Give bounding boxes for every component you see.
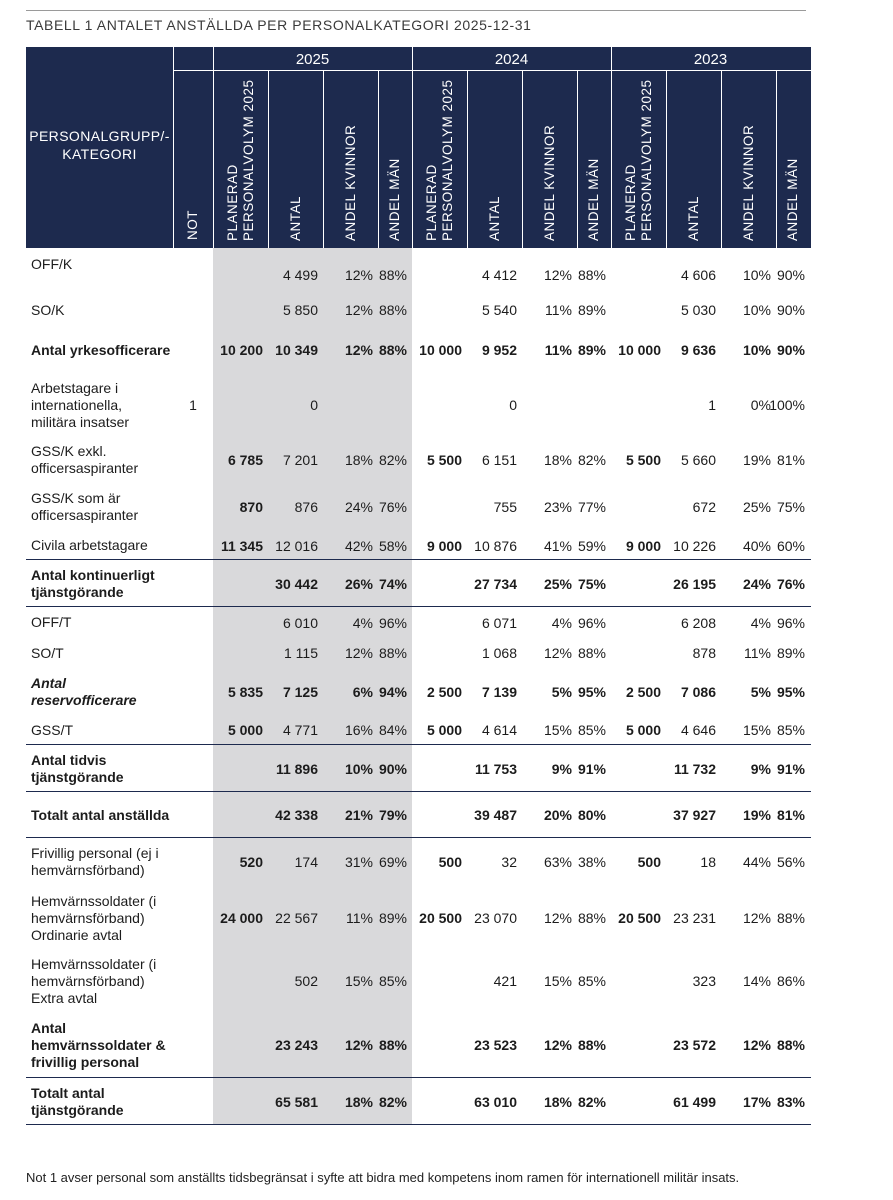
table-cell: 41% <box>543 538 572 554</box>
table-cell: 7 086 <box>680 684 716 700</box>
table-cell: 15% <box>543 722 572 738</box>
header-planerad-personalvolym-2023: PLANERAD PERSONALVOLYM 2025 <box>623 79 654 241</box>
table-cell: 15% <box>344 973 373 989</box>
row-divider <box>26 606 811 607</box>
row-label: Antal tidvis tjänstgörande <box>31 752 124 785</box>
table-cell: 23 070 <box>474 910 517 926</box>
header-divider <box>776 70 777 248</box>
table-cell: 6% <box>352 684 373 700</box>
table-cell: 10% <box>742 267 771 283</box>
table-cell: 421 <box>493 973 517 989</box>
table-cell: 11 345 <box>220 538 263 554</box>
table-cell: 88% <box>378 342 407 358</box>
table-cell: 5 500 <box>625 452 661 468</box>
table-cell: 25% <box>543 576 572 592</box>
table-cell: 19% <box>742 452 771 468</box>
table-cell: 6 010 <box>282 615 318 631</box>
table-cell: 88% <box>577 910 606 926</box>
table-cell: 5 030 <box>680 302 716 318</box>
table-cell: 63% <box>543 854 572 870</box>
table-cell: 12% <box>543 910 572 926</box>
header-andel-kvinnor-2024: ANDEL KVINNOR <box>542 124 557 241</box>
table-cell: 12% <box>344 302 373 318</box>
table-cell: 12% <box>344 342 373 358</box>
row-label: Totalt antal anställda <box>31 807 170 823</box>
table-cell: 90% <box>776 342 805 358</box>
table-cell: 0 <box>310 397 318 413</box>
table-cell: 10 349 <box>275 342 318 358</box>
header-andel-man-2024: ANDEL MÄN <box>586 158 601 241</box>
row-divider <box>26 559 811 560</box>
header-divider <box>611 47 612 248</box>
header-divider <box>268 70 269 248</box>
table-cell: 20 500 <box>618 910 661 926</box>
table-cell: 25% <box>742 499 771 515</box>
table-cell: 11 896 <box>275 761 318 777</box>
table-cell: 6 071 <box>481 615 517 631</box>
table-cell: 2 500 <box>426 684 462 700</box>
table-cell: 91% <box>776 761 805 777</box>
header-group-label: PERSONALGRUPP/-KATEGORI <box>29 128 170 162</box>
header-andel-kvinnor-2025: ANDEL KVINNOR <box>343 124 358 241</box>
table-cell: 5 000 <box>426 722 462 738</box>
table-cell: 6 151 <box>481 452 517 468</box>
title-rule <box>26 10 806 11</box>
table-cell: 9 000 <box>426 538 462 554</box>
header-andel-man-2025: ANDEL MÄN <box>387 158 402 241</box>
table-cell: 12% <box>543 1037 572 1053</box>
table-cell: 20 500 <box>419 910 462 926</box>
table-cell: 24% <box>742 576 771 592</box>
table-cell: 4% <box>750 615 771 631</box>
table-cell: 10 200 <box>220 342 263 358</box>
table-cell: 5 000 <box>625 722 661 738</box>
row-label: Hemvärnssoldater (i hemvärnsförband) Ordinarie avtal <box>31 893 157 943</box>
table-cell: 10 226 <box>673 538 716 554</box>
table-cell: 82% <box>378 1094 407 1110</box>
table-cell: 17% <box>742 1094 771 1110</box>
table-cell: 12% <box>344 1037 373 1053</box>
table-cell: 88% <box>577 645 606 661</box>
table-cell: 100% <box>769 397 805 413</box>
table-cell: 96% <box>776 615 805 631</box>
table-cell: 672 <box>692 499 716 515</box>
table-cell: 88% <box>776 1037 805 1053</box>
table-cell: 89% <box>577 302 606 318</box>
table-cell: 37 927 <box>673 807 716 823</box>
table-cell: 65 581 <box>275 1094 318 1110</box>
header-year-2023: 2023 <box>693 51 728 68</box>
table-cell: 89% <box>378 910 407 926</box>
table-cell: 9% <box>551 761 572 777</box>
table-cell: 82% <box>577 452 606 468</box>
table-cell: 5 000 <box>227 722 263 738</box>
table-cell: 12% <box>742 910 771 926</box>
table-cell: 42% <box>344 538 373 554</box>
table-title: TABELL 1 ANTALET ANSTÄLLDA PER PERSONALKATEGORI 2025-12-31 <box>26 17 532 33</box>
table-cell: 88% <box>776 910 805 926</box>
table-cell: 11% <box>545 302 572 318</box>
table-cell: 76% <box>378 499 407 515</box>
table-cell: 12% <box>344 645 373 661</box>
header-divider <box>378 70 379 248</box>
table-cell: 19% <box>742 807 771 823</box>
table-cell: 23 231 <box>673 910 716 926</box>
table-cell: 23% <box>543 499 572 515</box>
table-cell: 76% <box>776 576 805 592</box>
table-cell: 15% <box>742 722 771 738</box>
table-cell: 90% <box>776 302 805 318</box>
table-cell: 59% <box>577 538 606 554</box>
header-andel-kvinnor-2023: ANDEL KVINNOR <box>741 124 756 241</box>
table-cell: 84% <box>378 722 407 738</box>
row-label: GSS/K som är officersaspiranter <box>31 490 139 523</box>
table-cell: 39 487 <box>474 807 517 823</box>
table-cell: 755 <box>493 499 517 515</box>
table-cell: 85% <box>378 973 407 989</box>
table-cell: 9% <box>750 761 771 777</box>
table-cell: 85% <box>577 973 606 989</box>
table-cell: 10 000 <box>419 342 462 358</box>
table-cell: 88% <box>378 645 407 661</box>
table-cell: 323 <box>692 973 716 989</box>
table-cell: 7 139 <box>481 684 517 700</box>
table-cell: 81% <box>776 452 805 468</box>
table-cell: 90% <box>776 267 805 283</box>
row-label: Antal hemvärnssoldater & frivillig personal <box>31 1020 166 1070</box>
table-cell: 82% <box>378 452 407 468</box>
table-cell: 15% <box>543 973 572 989</box>
table-cell: 89% <box>776 645 805 661</box>
table-cell: 24 000 <box>220 910 263 926</box>
table-cell: 23 572 <box>673 1037 716 1053</box>
table-cell: 11% <box>346 910 373 926</box>
table-cell: 870 <box>239 499 263 515</box>
table-cell: 90% <box>378 761 407 777</box>
table-cell: 9 636 <box>680 342 716 358</box>
header-antal-2024: ANTAL <box>487 195 502 241</box>
row-label: Totalt antal tjänstgörande <box>31 1085 124 1118</box>
table-cell: 500 <box>637 854 661 870</box>
table-cell: 95% <box>776 684 805 700</box>
table-cell: 94% <box>378 684 407 700</box>
table-cell: 4 412 <box>481 267 517 283</box>
table-cell: 12% <box>543 267 572 283</box>
table-cell: 26% <box>344 576 373 592</box>
header-not: NOT <box>185 210 200 240</box>
table-cell: 75% <box>776 499 805 515</box>
table-cell: 878 <box>692 645 716 661</box>
table-cell: 60% <box>776 538 805 554</box>
table-cell: 42 338 <box>275 807 318 823</box>
table-cell: 21% <box>344 807 373 823</box>
table-cell: 0 <box>509 397 517 413</box>
header-divider <box>522 70 523 248</box>
table-cell: 11% <box>744 645 771 661</box>
table-cell: 1 068 <box>481 645 517 661</box>
row-label: Antal reservofficerare <box>31 675 137 708</box>
table-cell: 22 567 <box>275 910 318 926</box>
table-cell: 88% <box>577 1037 606 1053</box>
table-cell: 95% <box>577 684 606 700</box>
row-label: Civila arbetstagare <box>31 537 148 553</box>
table-cell: 89% <box>577 342 606 358</box>
row-label: SO/K <box>31 302 65 318</box>
table-cell: 18% <box>543 452 572 468</box>
table-cell: 5 540 <box>481 302 517 318</box>
table-cell: 18% <box>344 452 373 468</box>
table-cell: 91% <box>577 761 606 777</box>
table-cell: 86% <box>776 973 805 989</box>
table-cell: 32 <box>501 854 517 870</box>
table-cell: 10 876 <box>474 538 517 554</box>
table-cell: 56% <box>776 854 805 870</box>
table-cell: 80% <box>577 807 606 823</box>
table-cell: 31% <box>344 854 373 870</box>
row-divider <box>26 791 811 792</box>
table-cell: 88% <box>378 1037 407 1053</box>
table-cell: 18 <box>700 854 716 870</box>
table-cell: 4 606 <box>680 267 716 283</box>
table-cell: 6 208 <box>680 615 716 631</box>
table-cell: 10% <box>344 761 373 777</box>
row-label: Hemvärnssoldater (i hemvärnsförband) Extra avtal <box>31 956 157 1006</box>
table-cell: 23 243 <box>275 1037 318 1053</box>
row-divider <box>26 1124 811 1125</box>
table-cell: 4 499 <box>282 267 318 283</box>
table-cell: 1 <box>708 397 716 413</box>
header-planerad-personalvolym-2024: PLANERAD PERSONALVOLYM 2025 <box>424 79 455 241</box>
table-cell: 77% <box>577 499 606 515</box>
table-cell: 4% <box>551 615 572 631</box>
table-cell: 7 125 <box>282 684 318 700</box>
header-divider <box>721 70 722 248</box>
table-cell: 61 499 <box>673 1094 716 1110</box>
table-cell: 10% <box>742 342 771 358</box>
table-cell: 4 614 <box>481 722 517 738</box>
header-divider <box>213 47 214 248</box>
row-divider <box>26 837 811 838</box>
table-cell: 16% <box>344 722 373 738</box>
table-cell: 12 016 <box>275 538 318 554</box>
header-year-2024: 2024 <box>494 51 529 68</box>
table-cell: 5 500 <box>426 452 462 468</box>
table-cell: 75% <box>577 576 606 592</box>
header-antal-2025: ANTAL <box>288 195 303 241</box>
table-cell: 12% <box>543 645 572 661</box>
table-cell: 20% <box>543 807 572 823</box>
table-cell: 26 195 <box>673 576 716 592</box>
row-label: OFF/K <box>31 256 73 272</box>
header-divider <box>323 70 324 248</box>
table-cell: 520 <box>239 854 263 870</box>
table-cell: 30 442 <box>275 576 318 592</box>
table-cell: 27 734 <box>474 576 517 592</box>
table-cell: 4% <box>352 615 373 631</box>
table-cell: 82% <box>577 1094 606 1110</box>
header-divider <box>412 47 413 248</box>
table-cell: 6 785 <box>227 452 263 468</box>
table-cell: 74% <box>378 576 407 592</box>
table-cell: 0% <box>750 397 771 413</box>
table-cell: 10% <box>742 302 771 318</box>
table-cell: 88% <box>378 302 407 318</box>
table-cell: 4 646 <box>680 722 716 738</box>
header-divider <box>666 70 667 248</box>
table-cell: 876 <box>294 499 318 515</box>
table-cell: 12% <box>742 1037 771 1053</box>
table-cell: 88% <box>378 267 407 283</box>
row-label: GSS/T <box>31 722 74 738</box>
table-cell: 96% <box>378 615 407 631</box>
header-divider <box>173 70 811 71</box>
table-cell: 5 835 <box>227 684 263 700</box>
row-label: SO/T <box>31 645 64 661</box>
header-year-2025: 2025 <box>295 51 330 68</box>
table-cell: 9 000 <box>625 538 661 554</box>
table-cell: 4 771 <box>282 722 318 738</box>
header-divider <box>467 70 468 248</box>
header-planerad-personalvolym-2025: PLANERAD PERSONALVOLYM 2025 <box>225 79 256 241</box>
table-cell: 63 010 <box>474 1094 517 1110</box>
table-cell: 14% <box>742 973 771 989</box>
table-cell: 96% <box>577 615 606 631</box>
table-cell: 5 850 <box>282 302 318 318</box>
row-divider <box>26 1077 811 1078</box>
table-cell: 81% <box>776 807 805 823</box>
row-label: Antal kontinuerligt tjänstgörande <box>31 567 155 600</box>
footnote: Not 1 avser personal som anställts tidsbegränsat i syfte att bidra med kompetens inom ramen för internationell militär insats. <box>26 1170 740 1185</box>
header-andel-man-2023: ANDEL MÄN <box>785 158 800 241</box>
row-label: Arbetstagare i internationella, militära insatser <box>31 380 130 430</box>
table-cell: 500 <box>438 854 462 870</box>
table-cell: 79% <box>378 807 407 823</box>
table-cell: 88% <box>577 267 606 283</box>
table-cell: 12% <box>344 267 373 283</box>
table-cell: 18% <box>344 1094 373 1110</box>
table-cell: 9 952 <box>481 342 517 358</box>
table-cell: 23 523 <box>474 1037 517 1053</box>
header-antal-2023: ANTAL <box>686 195 701 241</box>
table-cell: 44% <box>742 854 771 870</box>
table-cell: 38% <box>577 854 606 870</box>
row-divider <box>26 744 811 745</box>
row-note: 1 <box>189 397 197 413</box>
row-label: OFF/T <box>31 614 72 630</box>
table-cell: 40% <box>742 538 771 554</box>
table-cell: 58% <box>378 538 407 554</box>
table-cell: 174 <box>294 854 318 870</box>
row-label: Frivillig personal (ej i hemvärnsförband) <box>31 845 159 878</box>
header-divider <box>173 47 174 248</box>
table-cell: 11 753 <box>474 761 517 777</box>
table-cell: 5% <box>750 684 771 700</box>
table-cell: 69% <box>378 854 407 870</box>
table-cell: 85% <box>577 722 606 738</box>
table-cell: 5% <box>551 684 572 700</box>
table-cell: 11% <box>544 342 572 358</box>
header-divider <box>577 70 578 248</box>
row-label: Antal yrkesofficerare <box>31 342 171 358</box>
table-cell: 85% <box>776 722 805 738</box>
table-cell: 2 500 <box>625 684 661 700</box>
table-cell: 1 115 <box>284 645 318 661</box>
table-cell: 11 732 <box>673 761 716 777</box>
table-cell: 5 660 <box>680 452 716 468</box>
table-cell: 83% <box>776 1094 805 1110</box>
table-cell: 24% <box>344 499 373 515</box>
table-cell: 10 000 <box>618 342 661 358</box>
table-cell: 18% <box>543 1094 572 1110</box>
row-label: GSS/K exkl. officersaspiranter <box>31 443 139 476</box>
table-cell: 7 201 <box>282 452 318 468</box>
table-cell: 502 <box>294 973 318 989</box>
